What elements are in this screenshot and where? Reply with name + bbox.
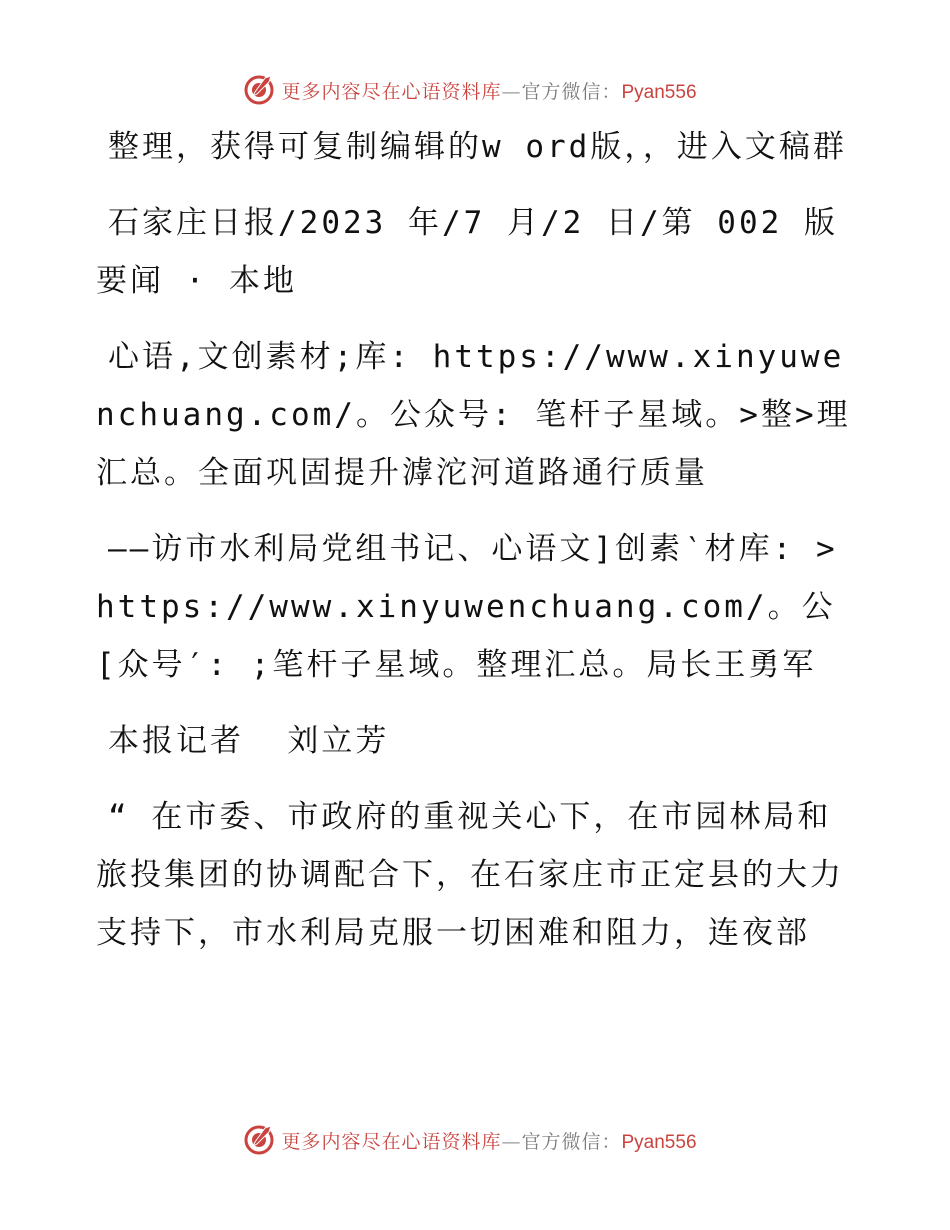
paragraph-intro: 整理，获得可复制编辑的w ord版，，进入文稿群 [108, 129, 847, 165]
banner-text [281, 77, 696, 104]
document-body [96, 118, 856, 980]
footer-dash: — [501, 1130, 522, 1153]
paragraph-subtitle: ——访市水利局党组书记、心语文]创素‵材库: >https://www.xinyuwenchuang.com/。公[众号′: ;笔杆子星域。整理汇总。局长王勇军 [96, 531, 838, 683]
pen-logo-icon [243, 74, 275, 106]
banner-wechat-id: Pyan556 [621, 81, 697, 103]
paragraph-byline: 本报记者 刘立芳 [108, 723, 390, 759]
footer-banner [0, 1120, 950, 1160]
header-banner [0, 70, 950, 110]
paragraph-source: 石家庄日报/2023 年/7 月/2 日/第 002 版要闻 · 本地 [96, 205, 838, 299]
banner-content [243, 74, 696, 106]
banner-wechat-label: 官方微信： [521, 80, 622, 103]
banner-dash: — [501, 80, 522, 103]
footer-main-text: 更多内容尽在心语资料库 [281, 1130, 502, 1153]
footer-banner-text [281, 1127, 696, 1154]
paragraph-body: “ 在市委、市政府的重视关心下，在市园林局和旅投集团的协调配合下，在石家庄市正定县的大力支持下，市水利局克服一切困难和阻力，连夜部 [96, 799, 844, 951]
banner-main-text: 更多内容尽在心语资料库 [281, 80, 502, 103]
footer-wechat-label: 官方微信： [521, 1130, 622, 1153]
footer-wechat-id: Pyan556 [621, 1131, 697, 1153]
paragraph-title: 心语,文创素材;库: https://www.xinyuwenchuang.com/。公众号: 笔杆子星域。>整>理汇总。全面巩固提升滹沱河道路通行质量 [96, 339, 851, 491]
pen-logo-icon [243, 1124, 275, 1156]
footer-banner-content [243, 1124, 696, 1156]
